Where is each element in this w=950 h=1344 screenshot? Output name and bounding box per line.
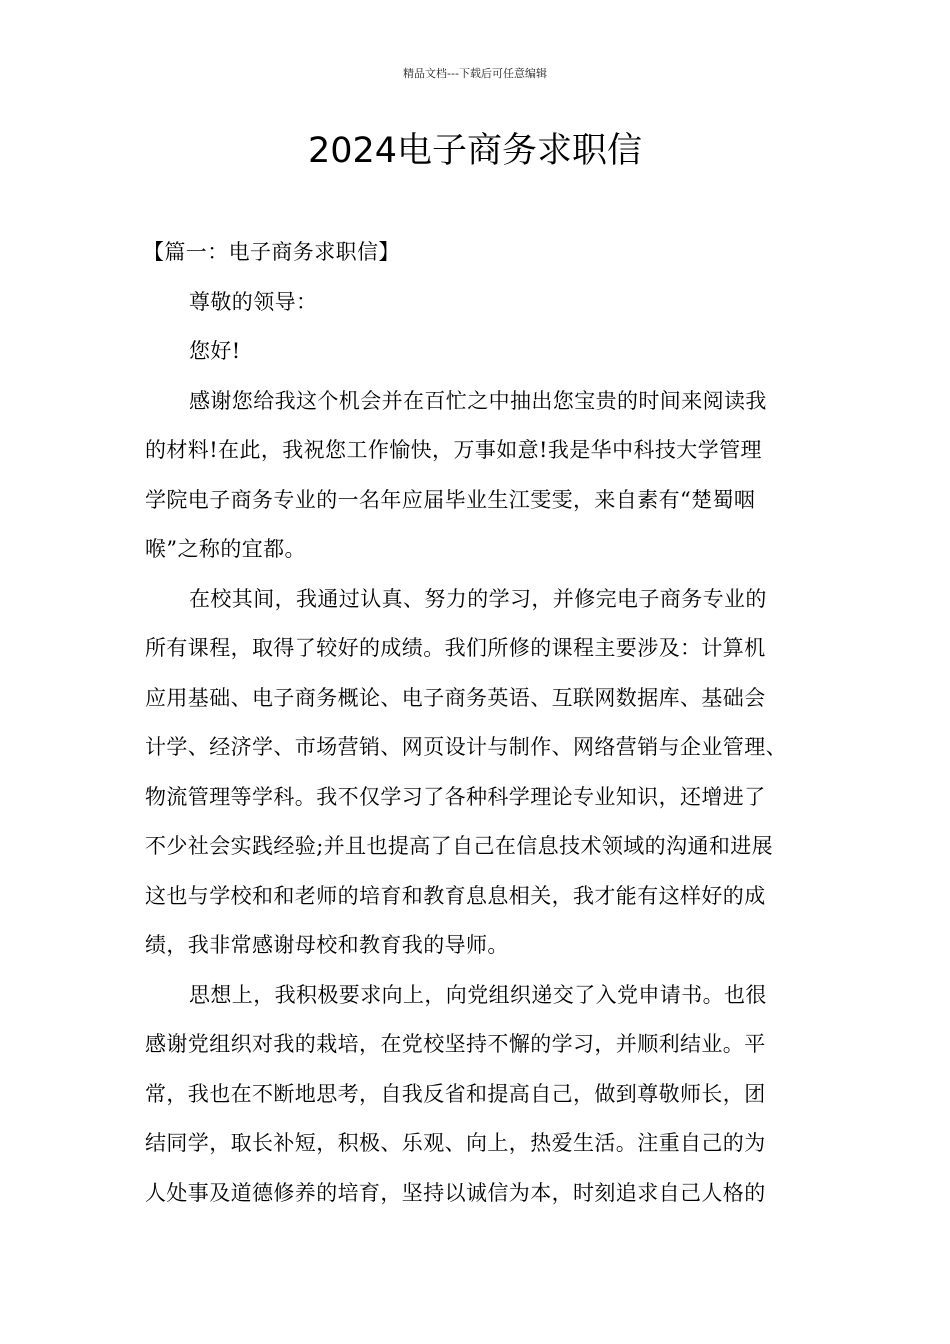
paragraph-line: 计学、经济学、市场营销、网页设计与制作、网络营销与企业管理、 (145, 735, 787, 759)
paragraph-line: 的材料!在此，我祝您工作愉快，万事如意!我是华中科技大学管理 (145, 438, 762, 462)
paragraph-line: 所有课程，取得了较好的成绩。我们所修的课程主要涉及：计算机 (145, 636, 766, 660)
paragraph-2 (145, 575, 815, 971)
paragraph-line: 物流管理等学科。我不仅学习了各种科学理论专业知识，还增进了 (145, 784, 766, 809)
paragraph-line: 学院电子商务专业的一名年应届毕业生江雯雯，来自素有“楚蜀咽 (145, 487, 756, 512)
paragraph-line: 感谢党组织对我的栽培，在党校坚持不懈的学习，并顺利结业。平 (145, 1032, 766, 1056)
salutation: 尊敬的领导： (189, 289, 318, 314)
paragraph-line: 思想上，我积极要求向上，向党组织递交了入党申请书。也很 (189, 982, 767, 1007)
paragraph-line: 不少社会实践经验;并且也提高了自己在信息技术领域的沟通和进展 (145, 834, 774, 858)
paragraph-line: 常，我也在不断地思考，自我反省和提高自己，做到尊敬师长，团 (145, 1081, 766, 1106)
section-heading: 【篇一：电子商务求职信】 (143, 240, 400, 264)
paragraph-line: 感谢您给我这个机会并在百忙之中抽出您宝贵的时间来阅读我 (189, 388, 767, 413)
paragraph-line: 人处事及道德修养的培育，坚持以诚信为本，时刻追求自己人格的 (145, 1180, 766, 1205)
paragraph-line: 应用基础、电子商务概论、电子商务英语、互联网数据库、基础会 (145, 685, 766, 710)
paragraph-1 (145, 377, 815, 575)
document-title: 2024电子商务求职信 (307, 131, 643, 171)
document-body (145, 228, 815, 1218)
paragraph-line: 喉”之称的宜都。 (145, 537, 306, 561)
paragraph-line: 结同学，取长补短，积极、乐观、向上，热爱生活。注重自己的为 (145, 1131, 766, 1155)
paragraph-line: 在校其间，我通过认真、努力的学习，并修完电子商务专业的 (189, 586, 767, 611)
header-note: 精品文档---下载后可任意编辑 (403, 67, 547, 80)
paragraph-line: 绩，我非常感谢母校和教育我的导师。 (145, 933, 509, 957)
greeting: 您好! (189, 339, 241, 363)
paragraph-3 (145, 971, 815, 1219)
paragraph-line: 这也与学校和和老师的培育和教育息息相关，我才能有这样好的成 (145, 883, 766, 908)
